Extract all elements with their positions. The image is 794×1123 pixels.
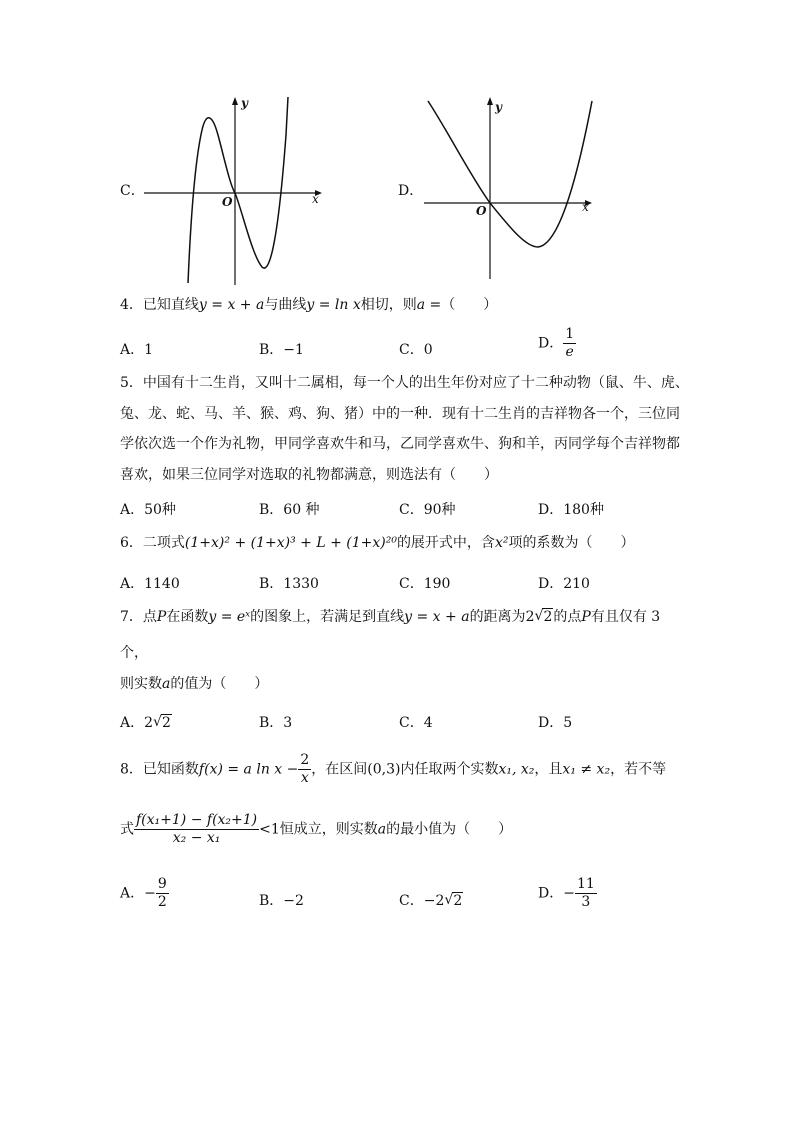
graph-d-y-label: y — [495, 100, 502, 114]
q6-option-d: D．210 — [538, 576, 590, 592]
q6-option-b: B．1330 — [259, 576, 319, 592]
q8-option-a: A．− $\frac{9}{2}$ — [120, 876, 167, 910]
q8-option-b: B．−2 — [259, 893, 304, 909]
q8-stem: 8．已知函数f(x) = a ln x − $\frac{2}{x}$ ，在区间(0,3)内任取两个实数x₁, x₂，且x₁ ≠ x₂，若不等 — [120, 752, 667, 786]
q4-stem: 4．已知直线y = x + a与曲线y = ln x相切，则a =（ ） — [120, 297, 498, 313]
q6-stem: 6．二项式(1+x)² + (1+x)³ + L + (1+x)²⁰的展开式中，含x²项的系数为（ ） — [120, 535, 635, 551]
q6-option-a: A．1140 — [120, 576, 180, 592]
option-d-label: D． — [398, 183, 424, 199]
q5-line-3: 学依次选一个作为礼物，甲同学喜欢牛和马，乙同学喜欢牛、狗和羊，丙同学每个吉祥物都 — [120, 436, 680, 452]
q7-option-c: C．4 — [399, 715, 433, 731]
q5-option-b: B．60 种 — [259, 502, 320, 518]
q5-line-2: 兔、龙、蛇、马、羊、猴、鸡、狗、猪）中的一种．现有十二生肖的吉祥物各一个，三位同 — [120, 406, 680, 422]
q4-option-d: D． $\frac{1}{e}$ — [538, 326, 575, 360]
graph-c-origin-label: O — [222, 195, 233, 209]
q4-option-b: B．−1 — [259, 342, 304, 358]
option-c-label: C． — [120, 183, 145, 199]
q7-line-2: 个， — [120, 645, 148, 661]
q7-line-3: 则实数a的值为（ ） — [120, 676, 269, 692]
q8-option-c: C．−2√ 2 — [399, 890, 463, 910]
q6-option-c: C．190 — [399, 576, 451, 592]
q8-option-d: D．− $\frac{11}{3}$ — [538, 876, 595, 910]
q4-option-a: A．1 — [120, 342, 154, 358]
q7-option-d: D．5 — [538, 715, 573, 731]
q5-option-c: C．90种 — [399, 502, 456, 518]
q5-option-a: A．50种 — [120, 502, 176, 518]
q5-option-d: D．180种 — [538, 502, 604, 518]
q4-option-c: C．0 — [399, 342, 433, 358]
graph-d-x-label: x — [582, 200, 589, 214]
q7-option-b: B．3 — [259, 715, 293, 731]
q8-line-2: 式 $\frac{\text{f(x₁+1) − f(x₂+1)}}{\text{x₂ − x₁}}$ <1恒成立，则实数a的最小值为（ ） — [120, 812, 513, 846]
graph-c — [140, 95, 330, 290]
q7-option-a: A．2√ 2 — [120, 712, 172, 732]
graph-c-x-label: x — [312, 192, 319, 206]
graph-d-origin-label: O — [476, 204, 487, 218]
q5-line-4: 喜欢，如果三位同学对选取的礼物都满意，则选法有（ ） — [120, 467, 498, 483]
q5-line-1: 5．中国有十二生肖，又叫十二属相，每一个人的出生年份对应了十二种动物（鼠、牛、虎、 — [120, 375, 689, 391]
graph-d — [420, 95, 600, 285]
q7-stem: 7．点P在函数y = eˣ的图象上，若满足到直线y = x + a的距离为2√ 2的点P有且仅有 3 — [120, 610, 660, 624]
graph-c-y-label: y — [241, 96, 248, 110]
